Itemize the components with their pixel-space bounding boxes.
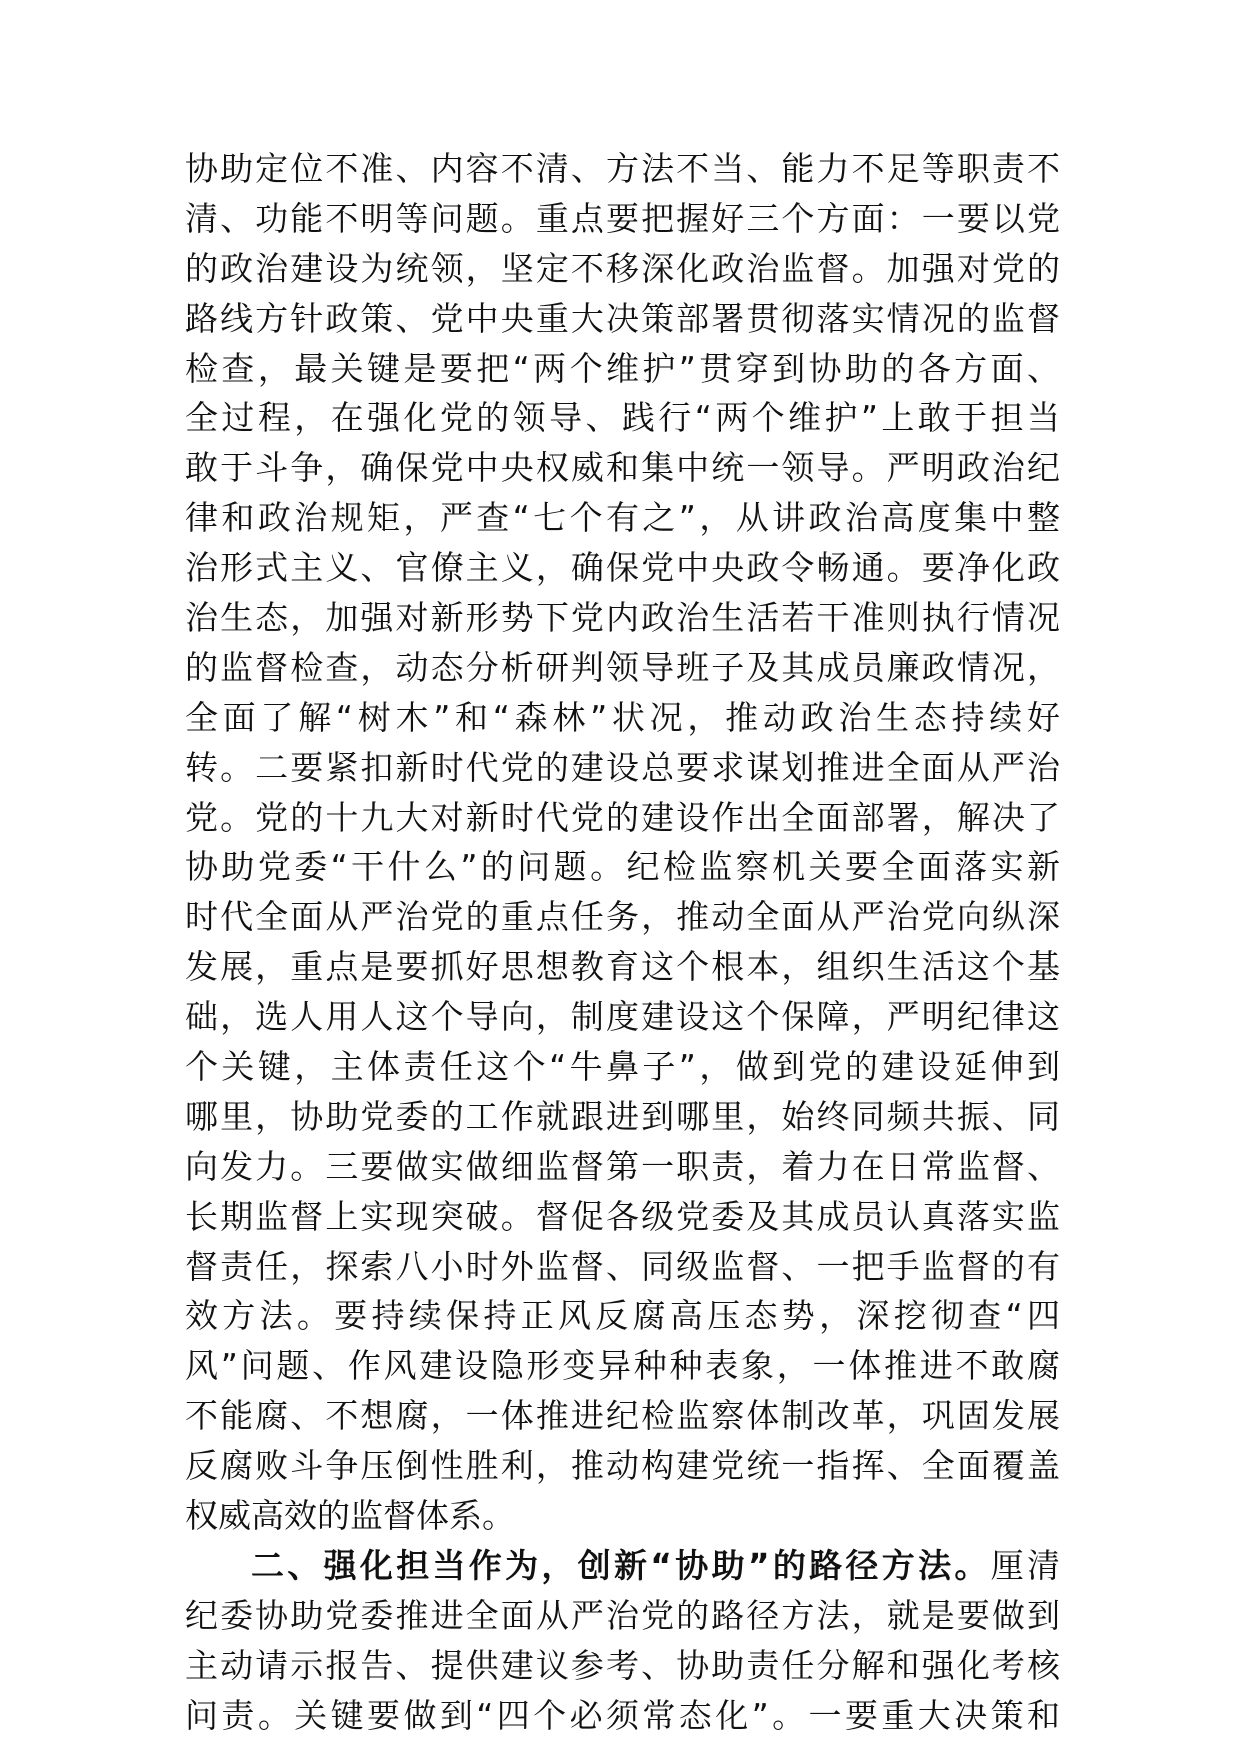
text-line: 向发力。三要做实做细监督第一职责，着力在日常监督、 — [185, 1146, 1060, 1186]
text-line: 全面了解“树木”和“森林”状况，推动政治生态持续好 — [185, 697, 1060, 737]
document-body — [185, 144, 1060, 1741]
text-line: 础，选人用人这个导向，制度建设这个保障，严明纪律这 — [185, 997, 1060, 1037]
text-line: 敢于斗争，确保党中央权威和集中统一领导。严明政治纪 — [185, 448, 1060, 488]
text-line: 路线方针政策、党中央重大决策部署贯彻落实情况的监督 — [185, 298, 1060, 338]
heading-trailing-text: 厘清 — [990, 1545, 1060, 1585]
text-line: 全过程，在强化党的领导、践行“两个维护”上敢于担当 — [185, 398, 1060, 438]
text-line: 督责任，探索八小时外监督、同级监督、一把手监督的有 — [185, 1246, 1060, 1286]
text-line: 的监督检查，动态分析研判领导班子及其成员廉政情况， — [185, 647, 1060, 687]
text-line: 清、功能不明等问题。重点要把握好三个方面：一要以党 — [185, 198, 1060, 238]
text-line: 哪里，协助党委的工作就跟进到哪里，始终同频共振、同 — [185, 1096, 1060, 1136]
text-line: 治生态，加强对新形势下党内政治生活若干准则执行情况 — [185, 598, 1060, 638]
text-line: 不能腐、不想腐，一体推进纪检监察体制改革，巩固发展 — [185, 1396, 1060, 1436]
text-line: 长期监督上实现突破。督促各级党委及其成员认真落实监 — [185, 1196, 1060, 1236]
text-line: 协助党委“干什么”的问题。纪检监察机关要全面落实新 — [185, 847, 1060, 887]
text-line: 反腐败斗争压倒性胜利，推动构建党统一指挥、全面覆盖 — [185, 1446, 1060, 1486]
text-line: 治形式主义、官僚主义，确保党中央政令畅通。要净化政 — [185, 548, 1060, 588]
text-line: 的政治建设为统领，坚定不移深化政治监督。加强对党的 — [185, 248, 1060, 288]
text-line: 检查，最关键是要把“两个维护”贯穿到协助的各方面、 — [185, 348, 1060, 388]
text-line: 问责。关键要做到“四个必须常态化”。一要重大决策和 — [185, 1695, 1060, 1735]
section-heading: 二、强化担当作为，创新“协助”的路径方法。 — [251, 1545, 991, 1585]
text-line: 律和政治规矩，严查“七个有之”，从讲政治高度集中整 — [185, 498, 1060, 538]
text-line: 主动请示报告、提供建议参考、协助责任分解和强化考核 — [185, 1645, 1060, 1685]
text-line: 纪委协助党委推进全面从严治党的路径方法，就是要做到 — [185, 1595, 1060, 1635]
text-line: 党。党的十九大对新时代党的建设作出全面部署，解决了 — [185, 797, 1060, 837]
text-line: 个关键，主体责任这个“牛鼻子”，做到党的建设延伸到 — [185, 1047, 1060, 1087]
text-line: 效方法。要持续保持正风反腐高压态势，深挖彻查“四 — [185, 1296, 1060, 1336]
paragraph-2 — [185, 1541, 1060, 1741]
text-line: 协助定位不准、内容不清、方法不当、能力不足等职责不 — [185, 149, 1060, 188]
text-line: 转。二要紧扣新时代党的建设总要求谋划推进全面从严治 — [185, 747, 1060, 787]
text-line: 发展，重点是要抓好思想教育这个根本，组织生活这个基 — [185, 947, 1060, 987]
text-line: 权威高效的监督体系。 — [185, 1496, 515, 1536]
paragraph-1 — [185, 144, 1060, 1541]
text-line: 风”问题、作风建设隐形变异种种表象，一体推进不敢腐 — [185, 1346, 1060, 1386]
text-line: 时代全面从严治党的重点任务，推动全面从严治党向纵深 — [185, 897, 1060, 937]
paragraph-2-first-line — [185, 1541, 1060, 1591]
